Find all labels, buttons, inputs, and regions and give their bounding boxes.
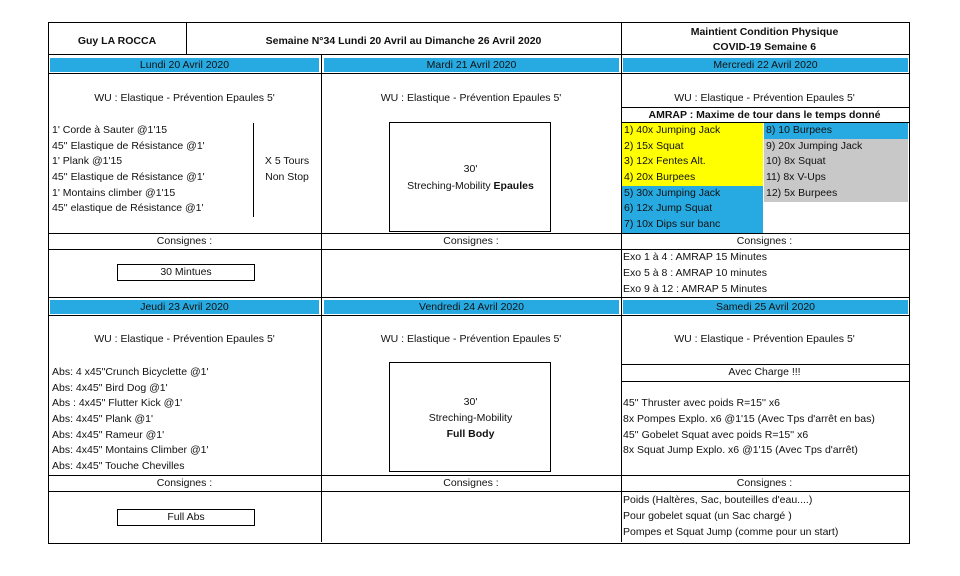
wednesday-consigne: Exo 9 à 12 : AMRAP 5 Minutes xyxy=(623,283,767,295)
friday-duration: 30' xyxy=(463,396,478,408)
saturday-consigne: Poids (Haltères, Sac, bouteilles d'eau....) xyxy=(623,494,813,506)
monday-exercise: 1' Plank @1'15 xyxy=(52,155,123,167)
tuesday-activity-label: Streching-Mobility xyxy=(407,180,494,192)
saturday-warmup: WU : Elastique - Prévention Epaules 5' xyxy=(674,333,855,345)
thursday-exercise: Abs: 4x45" Bird Dog @1' xyxy=(52,382,168,394)
amrap-item: 10) 8x Squat xyxy=(764,154,908,170)
day-header-monday: Lundi 20 Avril 2020 xyxy=(50,58,319,72)
program-title-line2: COVID-19 Semaine 6 xyxy=(712,41,817,53)
wednesday-warmup: WU : Elastique - Prévention Epaules 5' xyxy=(674,92,855,104)
thursday-exercise: Abs : 4x45" Flutter Kick @1' xyxy=(52,397,183,409)
amrap-item: 7) 10x Dips sur banc xyxy=(622,217,763,233)
amrap-item: 6) 12x Jump Squat xyxy=(622,201,763,217)
friday-activity: Streching-Mobility xyxy=(428,412,513,424)
tuesday-duration: 30' xyxy=(463,163,478,175)
saturday-exercise: 45'' Thruster avec poids R=15'' x6 xyxy=(623,397,780,409)
day-header-tuesday: Mardi 21 Avril 2020 xyxy=(324,58,619,72)
tuesday-activity xyxy=(389,180,552,192)
consignes-label: Consignes : xyxy=(156,477,213,489)
saturday-charge-note: Avec Charge !!! xyxy=(728,366,801,378)
tuesday-warmup: WU : Elastique - Prévention Epaules 5' xyxy=(380,92,562,104)
monday-rounds: X 5 Tours xyxy=(264,155,310,167)
friday-warmup: WU : Elastique - Prévention Epaules 5' xyxy=(380,333,562,345)
amrap-item: 2) 15x Squat xyxy=(622,139,763,155)
thursday-exercise: Abs: 4x45" Montains Climber @1' xyxy=(52,444,209,456)
monday-consigne-box: 30 Mintues xyxy=(117,264,255,281)
amrap-item: 9) 20x Jumping Jack xyxy=(764,139,908,155)
consignes-label: Consignes : xyxy=(736,235,793,247)
consignes-label: Consignes : xyxy=(443,235,499,247)
saturday-exercise: 8x Squat Jump Explo. x6 @1'15 (Avec Tps d'arrêt) xyxy=(623,444,858,456)
amrap-item: 3) 12x Fentes Alt. xyxy=(622,154,763,170)
day-header-thursday: Jeudi 23 Avril 2020 xyxy=(50,300,319,314)
monday-exercise: 45'' elastique de Résistance @1' xyxy=(52,202,204,214)
day-header-wednesday: Mercredi 22 Avril 2020 xyxy=(623,58,908,72)
tuesday-activity-box xyxy=(389,122,551,232)
program-title-line1: Maintient Condition Physique xyxy=(690,26,839,38)
saturday-exercise: 45'' Gobelet Squat avec poids R=15'' x6 xyxy=(623,429,809,441)
athlete-name: Guy LA ROCCA xyxy=(77,35,157,47)
consignes-label: Consignes : xyxy=(443,477,499,489)
saturday-exercise: 8x Pompes Explo. x6 @1'15 (Avec Tps d'arrêt en bas) xyxy=(623,413,875,425)
thursday-exercise: Abs: 4x45" Plank @1' xyxy=(52,413,154,425)
tuesday-activity-focus: Epaules xyxy=(493,180,534,192)
consignes-label: Consignes : xyxy=(156,235,213,247)
monday-exercise: 1' Corde à Sauter @1'15 xyxy=(52,124,168,136)
monday-exercise: 1' Montains climber @1'15 xyxy=(52,187,176,199)
amrap-item: 11) 8x V-Ups xyxy=(764,170,908,186)
week-title: Semaine N°34 Lundi 20 Avril au Dimanche 26 Avril 2020 xyxy=(265,35,542,47)
friday-focus: Full Body xyxy=(446,428,495,440)
thursday-exercise: Abs: 4 x45"Crunch Bicyclette @1' xyxy=(52,366,209,378)
thursday-consigne-box: Full Abs xyxy=(117,509,255,526)
wednesday-consigne: Exo 1 à 4 : AMRAP 15 Minutes xyxy=(623,251,767,263)
day-header-saturday: Samedi 25 Avril 2020 xyxy=(623,300,908,314)
thursday-exercise: Abs: 4x45" Touche Chevilles xyxy=(52,460,185,472)
amrap-item: 1) 40x Jumping Jack xyxy=(622,123,763,139)
monday-rounds-mode: Non Stop xyxy=(265,171,309,183)
day-header-friday: Vendredi 24 Avril 2020 xyxy=(324,300,619,314)
thursday-warmup: WU : Elastique - Prévention Epaules 5' xyxy=(94,333,275,345)
amrap-item: 4) 20x Burpees xyxy=(622,170,763,186)
wednesday-consigne: Exo 5 à 8 : AMRAP 10 minutes xyxy=(623,267,767,279)
amrap-item: 12) 5x Burpees xyxy=(764,186,908,202)
thursday-exercise: Abs: 4x45" Rameur @1' xyxy=(52,429,165,441)
amrap-title: AMRAP : Maxime de tour dans le temps donné xyxy=(648,109,881,121)
monday-exercise: 45'' Elastique de Résistance @1' xyxy=(52,171,205,183)
saturday-consigne: Pour gobelet squat (un Sac chargé ) xyxy=(623,510,792,522)
monday-warmup: WU : Elastique - Prévention Epaules 5' xyxy=(94,92,275,104)
amrap-item: 8) 10 Burpees xyxy=(764,123,908,139)
saturday-consigne: Pompes et Squat Jump (comme pour un start) xyxy=(623,526,839,538)
consignes-label: Consignes : xyxy=(736,477,793,489)
amrap-item: 5) 30x Jumping Jack xyxy=(622,186,763,202)
monday-exercise: 45'' Elastique de Résistance @1' xyxy=(52,140,205,152)
